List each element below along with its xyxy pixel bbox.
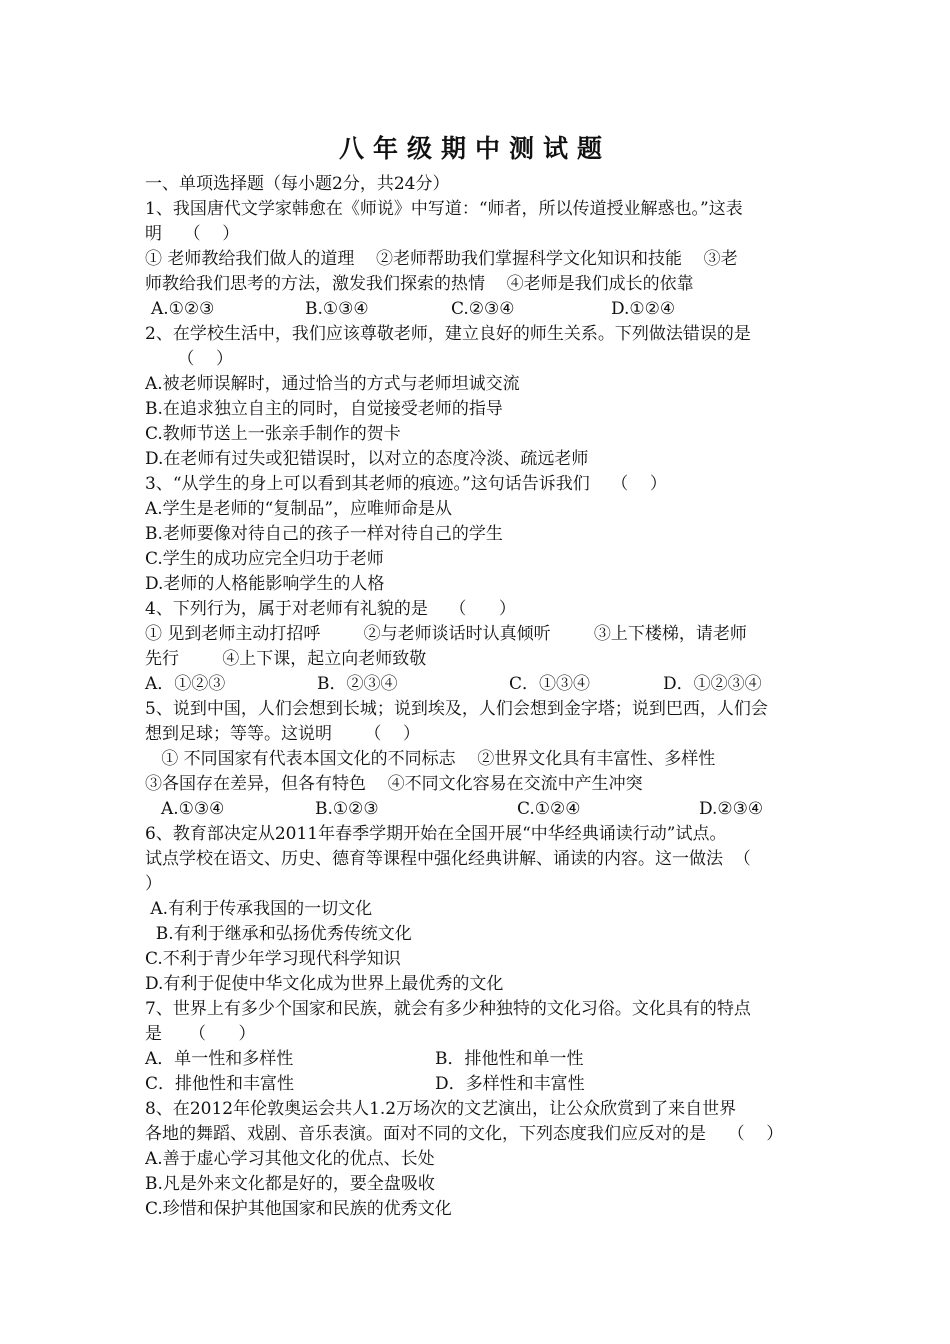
question-6-option-c: C.不利于青少年学习现代科学知识 [145, 949, 401, 969]
question-5-option-c: C.①②④ [517, 799, 581, 819]
question-4-option-d: D．①②③④ [663, 674, 762, 694]
question-4-option-b: B．②③④ [317, 674, 398, 694]
question-3-option-d: D.老师的人格能影响学生的人格 [145, 574, 385, 594]
question-1-items-line-2: 师教给我们思考的方法，激发我们探索的热情 ④老师是我们成长的依靠 [145, 274, 694, 294]
question-1-option-c: C.②③④ [451, 299, 515, 319]
question-4-options [145, 672, 810, 697]
question-1-stem-line-1: 1、我国唐代文学家韩愈在《师说》中写道：“师者，所以传道授业解惑也。”这表 [145, 199, 743, 219]
question-3-stem: 3、“从学生的身上可以看到其老师的痕迹。”这句话告诉我们 （ ） [145, 474, 667, 494]
question-7-stem-line-1: 7、世界上有多少个国家和民族，就会有多少种独特的文化习俗。文化具有的特点 [145, 999, 751, 1019]
question-7-stem-line-2: 是 （ ） [145, 1024, 256, 1044]
question-4-items-line-1: ① 见到老师主动打招呼 ②与老师谈话时认真倾听 ③上下楼梯，请老师 [145, 624, 747, 644]
question-1-option-a: A.①②③ [151, 299, 215, 319]
question-6-option-a: A.有利于传承我国的一切文化 [145, 899, 373, 919]
question-2-option-a: A.被老师误解时，通过恰当的方式与老师坦诚交流 [145, 374, 520, 394]
question-3-option-b: B.老师要像对待自己的孩子一样对待自己的学生 [145, 524, 503, 544]
question-5-options [145, 797, 810, 822]
question-7-options-row-1 [145, 1047, 810, 1072]
question-5-option-a: A.①③④ [161, 799, 225, 819]
question-1-option-b: B.①③④ [305, 299, 369, 319]
question-1-items-line-1: ① 老师教给我们做人的道理 ②老师帮助我们掌握科学文化知识和技能 ③老 [145, 249, 738, 269]
question-4-option-a: A．①②③ [145, 674, 226, 694]
question-2-stem-line-1: 2、在学校生活中，我们应该尊敬老师，建立良好的师生关系。下列做法错误的是 [145, 324, 751, 344]
question-2-option-b: B.在追求独立自主的同时，自觉接受老师的指导 [145, 399, 503, 419]
question-1-option-d: D.①②④ [611, 299, 676, 319]
question-3-option-a: A.学生是老师的“复制品”，应唯师命是从 [145, 499, 453, 519]
question-6-option-b: B.有利于继承和弘扬优秀传统文化 [145, 924, 412, 944]
question-5-option-d: D.②③④ [699, 799, 764, 819]
question-8-option-a: A.善于虚心学习其他文化的优点、长处 [145, 1149, 435, 1169]
question-8-stem-line-1: 8、在2012年伦敦奥运会共人1.2万场次的文艺演出，让公众欣赏到了来自世界 [145, 1099, 737, 1119]
question-2-option-d: D.在老师有过失或犯错误时，以对立的态度冷淡、疏远老师 [145, 449, 589, 469]
question-7-options-row-2 [145, 1072, 810, 1097]
question-5-stem-line-2: 想到足球；等等。这说明 （ ） [145, 724, 421, 744]
question-1-stem-line-2: 明 （ ） [145, 224, 240, 244]
question-7-option-a: A．单一性和多样性 [145, 1049, 294, 1069]
question-5-items-line-1: ① 不同国家有代表本国文化的不同标志 ②世界文化具有丰富性、多样性 [145, 749, 716, 769]
question-5-items-line-2: ③各国存在差异，但各有特色 ④不同文化容易在交流中产生冲突 [145, 774, 643, 794]
question-8-option-c: C.珍惜和保护其他国家和民族的优秀文化 [145, 1199, 452, 1219]
question-8-stem-line-2: 各地的舞蹈、戏剧、音乐表演。面对不同的文化，下列态度我们应反对的是 （ ） [145, 1124, 784, 1144]
page-title: 八年级期中测试题 [338, 134, 611, 163]
question-6-stem-line-1: 6、教育部决定从2011年春季学期开始在全国开展“中华经典诵读行动”试点。 [145, 824, 727, 844]
question-7-option-b: B．排他性和单一性 [435, 1049, 584, 1069]
section-heading: 一、单项选择题（每小题2分，共24分） [145, 174, 450, 194]
question-4-option-c: C．①③④ [509, 674, 591, 694]
question-3-option-c: C.学生的成功应完全归功于老师 [145, 549, 384, 569]
exam-body [145, 172, 810, 1222]
question-2-option-c: C.教师节送上一张亲手制作的贺卡 [145, 424, 401, 444]
question-6-stem-line-3: ） [145, 874, 162, 894]
question-1-options [145, 297, 810, 322]
question-8-option-b: B.凡是外来文化都是好的，要全盘吸收 [145, 1174, 435, 1194]
question-4-stem: 4、下列行为，属于对老师有礼貌的是 （ ） [145, 599, 516, 619]
question-7-option-c: C．排他性和丰富性 [145, 1074, 295, 1094]
question-6-option-d: D.有利于促使中华文化成为世界上最优秀的文化 [145, 974, 504, 994]
question-4-items-line-2: 先行 ④上下课，起立向老师致敬 [145, 649, 427, 669]
question-7-option-d: D．多样性和丰富性 [435, 1074, 585, 1094]
question-5-option-b: B.①②③ [315, 799, 379, 819]
question-5-stem-line-1: 5、说到中国，人们会想到长城；说到埃及，人们会想到金字塔；说到巴西，人们会 [145, 699, 768, 719]
question-6-stem-line-2: 试点学校在语文、历史、德育等课程中强化经典讲解、诵读的内容。这一做法 （ [145, 849, 751, 869]
question-2-stem-line-2: （ ） [145, 349, 234, 369]
